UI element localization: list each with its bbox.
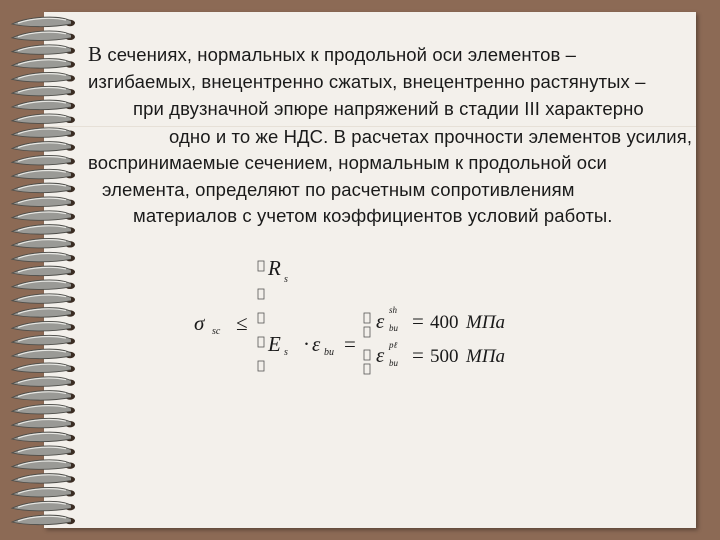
epsilon-pl-superscript: pℓ: [389, 340, 398, 350]
equals-500-symbol: =: [412, 343, 424, 367]
equals-400-symbol: =: [412, 309, 424, 333]
E-symbol: E: [268, 332, 281, 356]
dot-symbol: ·: [303, 332, 310, 356]
value-400: 400: [430, 312, 459, 333]
epsilon-subscript: bu: [324, 347, 334, 358]
brace-glyph: [364, 313, 370, 323]
sigma-subscript: sc: [212, 326, 221, 337]
text-line-7: материалов с учетом коэффициентов условий работы.: [133, 205, 613, 226]
epsilon-symbol: ε: [312, 332, 321, 356]
text-line-3: при двузначной эпюре напряжений в стадии III характерно: [133, 98, 644, 119]
unit-mpa-1: МПа: [466, 312, 506, 333]
brace-glyph: [258, 261, 264, 271]
brace-glyph: [258, 289, 264, 299]
brace-glyph: [258, 313, 264, 323]
sigma-symbol: σ: [194, 311, 205, 335]
brace-glyph: [258, 337, 264, 347]
text-line-2: изгибаемых, внецентренно сжатых, внецентренно растянутых –: [88, 71, 646, 92]
brace-glyph: [258, 361, 264, 371]
text-line-1-rest: сечениях, нормальных к продольной оси элементов –: [102, 44, 577, 65]
brace-glyph: [364, 327, 370, 337]
epsilon-pl-subscript: bu: [389, 358, 398, 368]
R-symbol: R: [268, 256, 281, 280]
R-subscript: s: [284, 274, 288, 285]
E-subscript: s: [284, 347, 288, 358]
epsilon-pl-symbol: ε: [376, 343, 385, 367]
leq-symbol: ≤: [236, 311, 248, 335]
equals-symbol: =: [344, 332, 356, 356]
text-line-5: воспринимаемые сечением, нормальным к продольной оси: [88, 152, 607, 173]
value-500: 500: [430, 346, 459, 367]
epsilon-sh-superscript: sh: [389, 305, 398, 315]
epsilon-sh-symbol: ε: [376, 309, 385, 333]
unit-mpa-2: МПа: [466, 346, 506, 367]
brace-glyph: [364, 350, 370, 360]
epsilon-sh-subscript: bu: [389, 323, 398, 333]
text-line-6: элемента, определяют по расчетным сопротивлениям: [102, 179, 575, 200]
text-line-4: одно и то же НДС. В расчетах прочности элементов усилия,: [169, 126, 693, 147]
brace-glyph: [364, 364, 370, 374]
drop-letter: В: [88, 42, 103, 66]
